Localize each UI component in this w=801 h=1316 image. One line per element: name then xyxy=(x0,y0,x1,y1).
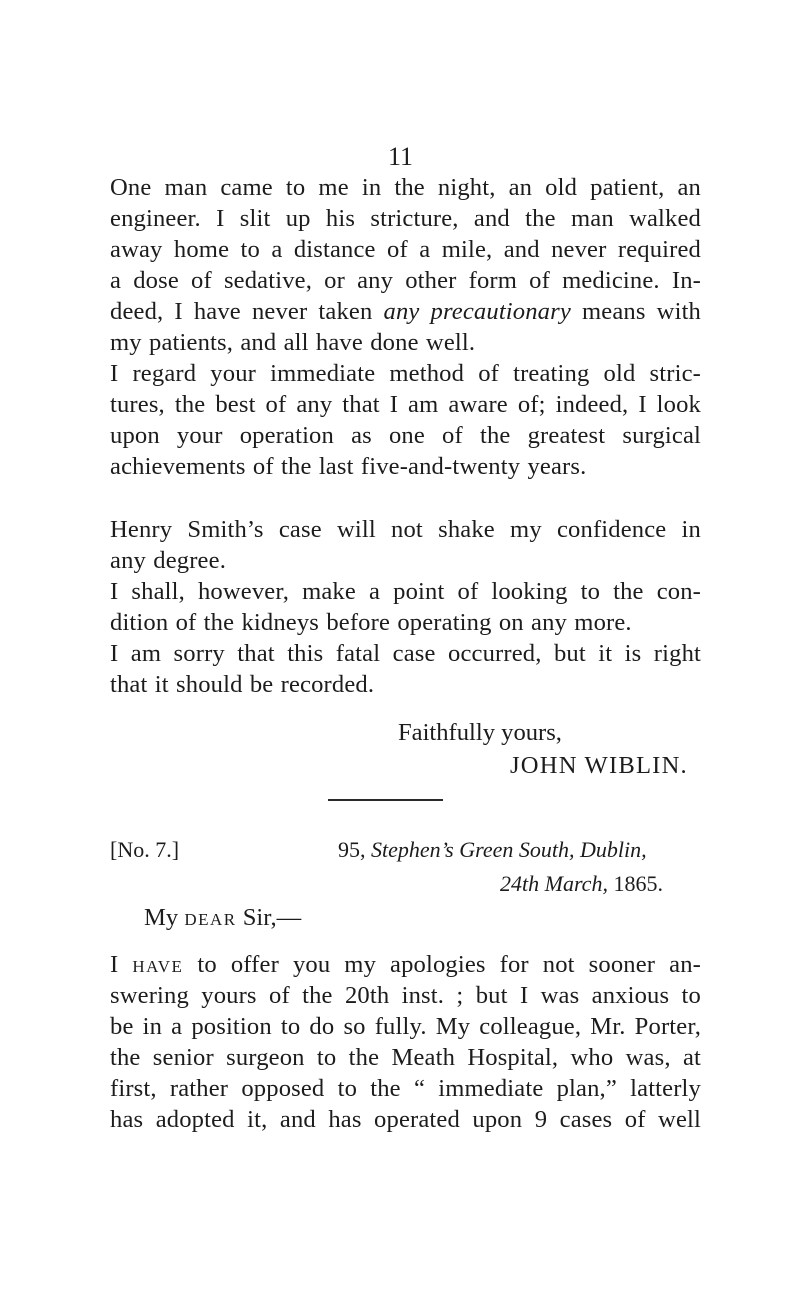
text-line: Henry Smith’s case will not shake my confidence in xyxy=(110,516,701,543)
letter-number: [No. 7.] xyxy=(110,837,180,862)
text-line: a dose of sedative, or any other form of medicine. In- xyxy=(110,267,701,294)
text-segment: deed, I have never taken xyxy=(110,298,384,325)
text-line: dition of the kidneys before operating on any more. xyxy=(110,609,632,636)
text-line: I regard your immediate method of treating old stric- xyxy=(110,360,701,387)
section-divider xyxy=(328,799,443,801)
text-line: be in a position to do so fully. My colleague, Mr. Porter, xyxy=(110,1013,701,1040)
closing: Faithfully yours, xyxy=(398,719,562,746)
text-line: achievements of the last five-and-twenty years. xyxy=(110,453,587,480)
text-line: One man came to me in the night, an old patient, an xyxy=(110,174,701,201)
text-line: my patients, and all have done well. xyxy=(110,329,476,356)
address xyxy=(338,836,647,864)
text-segment: means with xyxy=(570,298,701,325)
italic-text: any precautionary xyxy=(383,298,571,325)
small-caps-text: have xyxy=(132,951,184,978)
salutation-small-caps: dear xyxy=(184,904,237,931)
address-street: Stephen’s Green South, Dublin, xyxy=(371,837,647,862)
date-day-month: 24th March, xyxy=(500,871,608,896)
text-line xyxy=(110,949,701,980)
text-line: I shall, however, make a point of looking to the con- xyxy=(110,578,701,605)
text-line: tures, the best of any that I am aware of; indeed, I look xyxy=(110,391,701,418)
text-line: that it should be recorded. xyxy=(110,671,375,698)
text-line: has adopted it, and has operated upon 9 cases of well xyxy=(110,1106,701,1133)
text-line: any degree. xyxy=(110,547,226,574)
text-line: I am sorry that this fatal case occurred, but it is right xyxy=(110,640,701,667)
date-year: 1865. xyxy=(607,871,663,896)
letter-date xyxy=(500,870,663,898)
text-line: swering yours of the 20th inst. ; but I was anxious to xyxy=(110,982,701,1009)
text-line: first, rather opposed to the “ immediate plan,” latterly xyxy=(110,1075,701,1102)
address-number: 95, xyxy=(338,837,371,862)
text-line: engineer. I slit up his stricture, and the man walked xyxy=(110,205,701,232)
text-line: upon your operation as one of the greatest surgical xyxy=(110,422,701,449)
signature: JOHN WIBLIN. xyxy=(510,752,688,779)
text-segment: to offer you my apologies for not sooner an- xyxy=(183,951,702,978)
text-line: the senior surgeon to the Meath Hospital, who was, at xyxy=(110,1044,701,1071)
text-segment: I xyxy=(110,951,133,978)
page-number: 11 xyxy=(387,142,414,171)
salutation-sir: Sir,— xyxy=(236,904,302,931)
text-line xyxy=(110,296,701,327)
salutation-word: My xyxy=(144,904,185,931)
salutation xyxy=(144,902,301,933)
text-line: away home to a distance of a mile, and never required xyxy=(110,236,701,263)
